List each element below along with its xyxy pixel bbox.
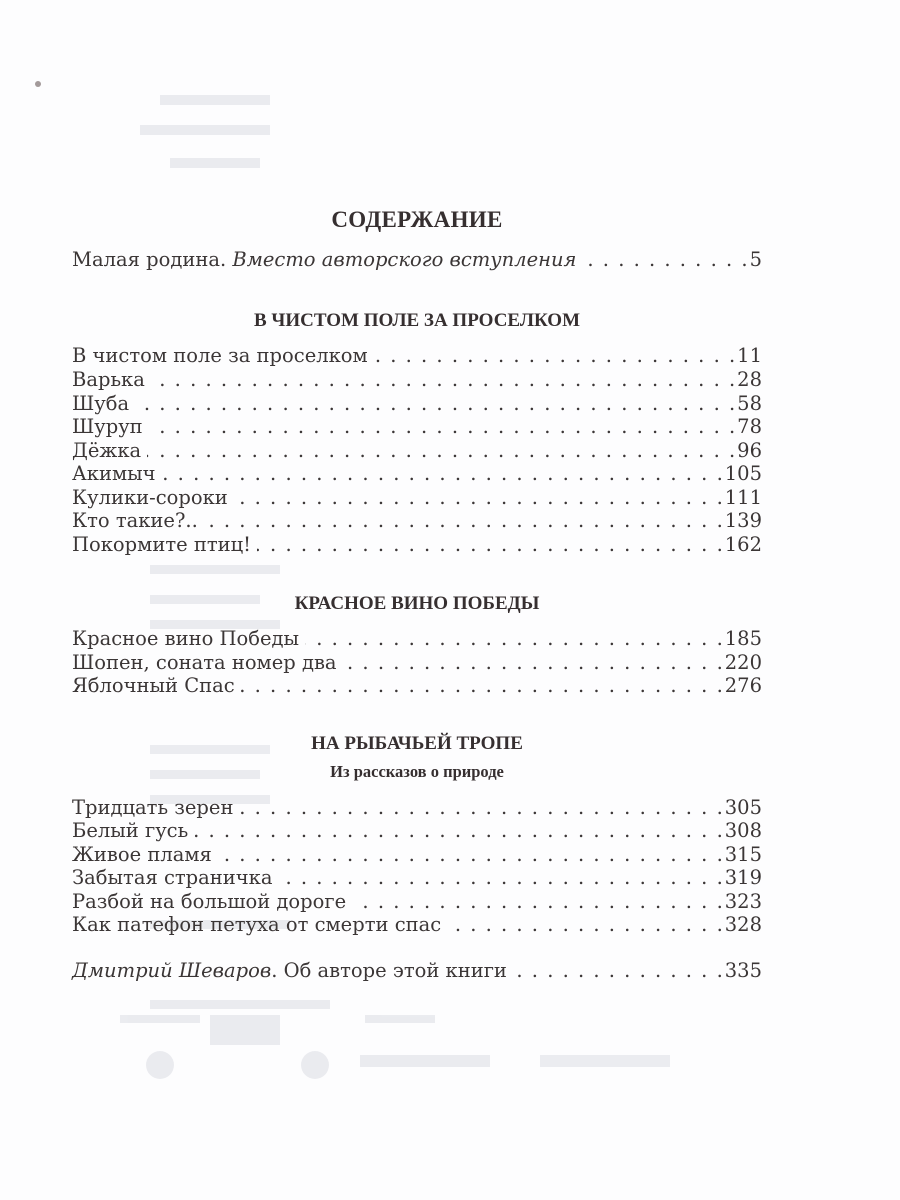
toc-entry[interactable] [72, 415, 762, 439]
dot-leader [278, 866, 722, 890]
entry-title: Шопен, соната номер два [72, 651, 337, 674]
section-subheading: Из рассказов о природе [330, 762, 504, 781]
dot-leader [374, 344, 735, 368]
entry-page: 315 [724, 843, 762, 866]
entry-page: 335 [724, 959, 762, 982]
dot-leader [204, 509, 723, 533]
section-heading: В ЧИСТОМ ПОЛЕ ЗА ПРОСЕЛКОМ [253, 310, 581, 331]
entry-page: 78 [737, 415, 762, 438]
toc-entry[interactable] [72, 344, 762, 368]
toc-entry-intro[interactable] [72, 248, 762, 272]
entry-page: 139 [724, 509, 762, 532]
entry-title: В чистом поле за проселком [72, 344, 368, 367]
dot-leader [582, 248, 747, 272]
dot-leader [234, 486, 723, 510]
dot-leader [151, 368, 735, 392]
entry-title: Кулики-сороки [72, 486, 228, 509]
toc-entry[interactable] [72, 462, 762, 486]
toc-entry[interactable] [72, 843, 762, 867]
entry-page: 58 [737, 392, 762, 415]
entry-page: 308 [724, 819, 762, 842]
section-heading: КРАСНОЕ ВИНО ПОБЕДЫ [294, 593, 540, 614]
toc-entry[interactable] [72, 796, 762, 820]
dot-leader [149, 415, 735, 439]
entry-page: 328 [724, 913, 762, 936]
entry-page: 96 [737, 439, 762, 462]
entry-title: Акимыч [72, 462, 156, 485]
entry-title: Покормите птиц! [72, 533, 252, 556]
toc-entry-afterword[interactable] [72, 959, 762, 983]
entry-page: 105 [724, 462, 762, 485]
toc-entry[interactable] [72, 819, 762, 843]
dot-leader [241, 674, 723, 698]
entry-title: Варька [72, 368, 145, 391]
dot-leader [343, 651, 723, 675]
entry-title: Яблочный Спас [72, 674, 235, 697]
entry-title: Красное вино Победы [72, 627, 300, 650]
toc-entry[interactable] [72, 627, 762, 651]
toc-entry[interactable] [72, 392, 762, 416]
entry-page: 111 [724, 486, 762, 509]
entry-title: Кто такие?.. [72, 509, 198, 532]
toc-entry[interactable] [72, 913, 762, 937]
dot-leader [513, 959, 723, 983]
entry-page: 5 [749, 248, 762, 271]
toc-entry[interactable] [72, 674, 762, 698]
entry-page: 319 [724, 866, 762, 889]
toc-entry[interactable] [72, 866, 762, 890]
entry-page: 28 [737, 368, 762, 391]
page-title: СОДЕРЖАНИЕ [331, 207, 503, 232]
dot-leader [147, 439, 735, 463]
dot-leader [162, 462, 723, 486]
entry-title: Живое пламя [72, 843, 212, 866]
entry-title: Как патефон петуха от смерти спас [72, 913, 442, 936]
entry-page: 185 [724, 627, 762, 650]
entry-page: 11 [737, 344, 762, 367]
dot-leader [257, 533, 723, 557]
section-heading: НА РЫБАЧЬЕЙ ТРОПЕ [311, 733, 523, 754]
entry-title: Малая родина. Вместо авторского вступления [72, 248, 577, 271]
entry-title: Шуба [72, 392, 130, 415]
entry-title: Дёжка [72, 439, 142, 462]
toc-entry[interactable] [72, 486, 762, 510]
entry-page: 220 [724, 651, 762, 674]
toc-entry[interactable] [72, 439, 762, 463]
toc-entry[interactable] [72, 509, 762, 533]
toc-entry[interactable] [72, 368, 762, 392]
dot-leader [447, 913, 723, 937]
toc-entry[interactable] [72, 890, 762, 914]
entry-title: Белый гусь [72, 819, 189, 842]
entry-page: 162 [724, 533, 762, 556]
entry-page: 276 [724, 674, 762, 697]
dot-leader [305, 627, 723, 651]
entry-title: Шуруп [72, 415, 143, 438]
dot-leader [239, 796, 722, 820]
entry-page: 323 [724, 890, 762, 913]
entry-page: 305 [724, 796, 762, 819]
entry-title: Разбой на большой дороге [72, 890, 347, 913]
toc-entry[interactable] [72, 651, 762, 675]
entry-title: Тридцать зерен [72, 796, 234, 819]
dot-leader [194, 819, 723, 843]
toc-entry[interactable] [72, 533, 762, 557]
dot-leader [352, 890, 723, 914]
entry-title: Забытая страничка [72, 866, 273, 889]
entry-title: Дмитрий Шеваров. Об авторе этой книги [72, 959, 507, 982]
dot-leader [135, 392, 735, 416]
dot-leader [218, 843, 723, 867]
